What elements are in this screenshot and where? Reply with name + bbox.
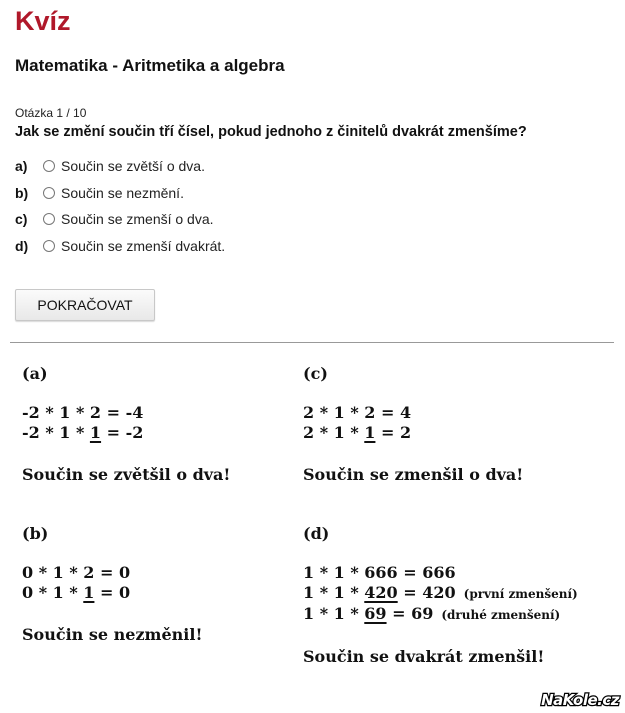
option-letter: a) (15, 158, 28, 175)
explanation-a (22, 364, 230, 484)
equation-note: (druhé zmenšení) (441, 608, 561, 622)
explanation-label: (d) (303, 524, 330, 543)
explanation-conclusion: Součin se nezměnil! (22, 625, 203, 644)
option-text: Součin se zvětší o dva. (61, 158, 205, 175)
equation-line (22, 583, 202, 603)
underlined-factor: 420 (364, 583, 398, 602)
equation-text: 1 * 1 * 666 = 666 (303, 563, 456, 582)
explanation-conclusion: Součin se zvětšil o dva! (22, 465, 231, 484)
equation-note: (první zmenšení) (463, 587, 578, 601)
equation-text: 0 * 1 * (22, 583, 84, 602)
question-counter: Otázka 1 / 10 (15, 106, 87, 120)
explanation-d (303, 524, 578, 666)
radio-button[interactable] (43, 160, 55, 172)
equation-line (303, 423, 523, 443)
answer-options (15, 153, 225, 259)
equation-text: 1 * 1 * (303, 583, 365, 602)
underlined-factor: 1 (83, 583, 95, 602)
equation-text: 0 * 1 * 2 = 0 (22, 563, 131, 582)
divider (10, 342, 614, 343)
option-text: Součin se zmenší o dva. (61, 211, 214, 228)
explanation-label: (b) (22, 524, 49, 543)
equation-line (22, 423, 230, 443)
radio-button[interactable] (43, 240, 55, 252)
option-c[interactable] (15, 206, 225, 233)
radio-button[interactable] (43, 187, 55, 199)
underlined-factor: 1 (89, 423, 102, 442)
explanation-conclusion: Součin se zmenšil o dva! (303, 465, 524, 484)
option-letter: b) (15, 184, 29, 201)
explanation-label: (a) (22, 364, 48, 383)
explanation-conclusion: Součin se dvakrát zmenšil! (303, 647, 545, 666)
watermark-logo: NaKole.cz (541, 691, 619, 709)
equation-text: -2 * 1 * 2 = -4 (22, 403, 144, 422)
equation-result: = 69 (386, 604, 434, 623)
equation-line (303, 604, 578, 625)
explanation-label: (c) (303, 364, 328, 383)
option-b[interactable] (15, 180, 225, 207)
continue-button[interactable]: POKRAČOVAT (15, 289, 155, 321)
option-text: Součin se nezmění. (61, 184, 184, 201)
equation-text: 2 * 1 * 2 = 4 (303, 403, 412, 422)
equation-result: = -2 (101, 423, 144, 442)
option-letter: d) (15, 237, 29, 254)
equation-result: = 420 (397, 583, 456, 602)
quiz-title: Kvíz (15, 6, 71, 36)
explanation-b (22, 524, 202, 644)
equation-line (303, 583, 578, 604)
quiz-subtitle: Matematika - Aritmetika a algebra (15, 56, 285, 75)
equation-text: 1 * 1 * (303, 604, 365, 623)
underlined-factor: 69 (364, 604, 387, 623)
option-letter: c) (15, 211, 28, 228)
equation-result: = 2 (375, 423, 412, 442)
equation-line (303, 403, 523, 423)
question-text: Jak se změní součin tří čísel, pokud jednoho z činitelů dvakrát zmenšíme? (15, 124, 527, 140)
option-a[interactable] (15, 153, 225, 180)
equation-line (22, 563, 202, 583)
equation-text: 2 * 1 * (303, 423, 365, 442)
option-text: Součin se zmenší dvakrát. (61, 237, 226, 254)
explanation-c (303, 364, 523, 484)
equation-text: -2 * 1 * (22, 423, 90, 442)
underlined-factor: 1 (364, 423, 376, 442)
equation-line (22, 403, 230, 423)
option-d[interactable] (15, 233, 225, 260)
equation-line (303, 563, 578, 583)
radio-button[interactable] (43, 213, 55, 225)
equation-result: = 0 (94, 583, 131, 602)
